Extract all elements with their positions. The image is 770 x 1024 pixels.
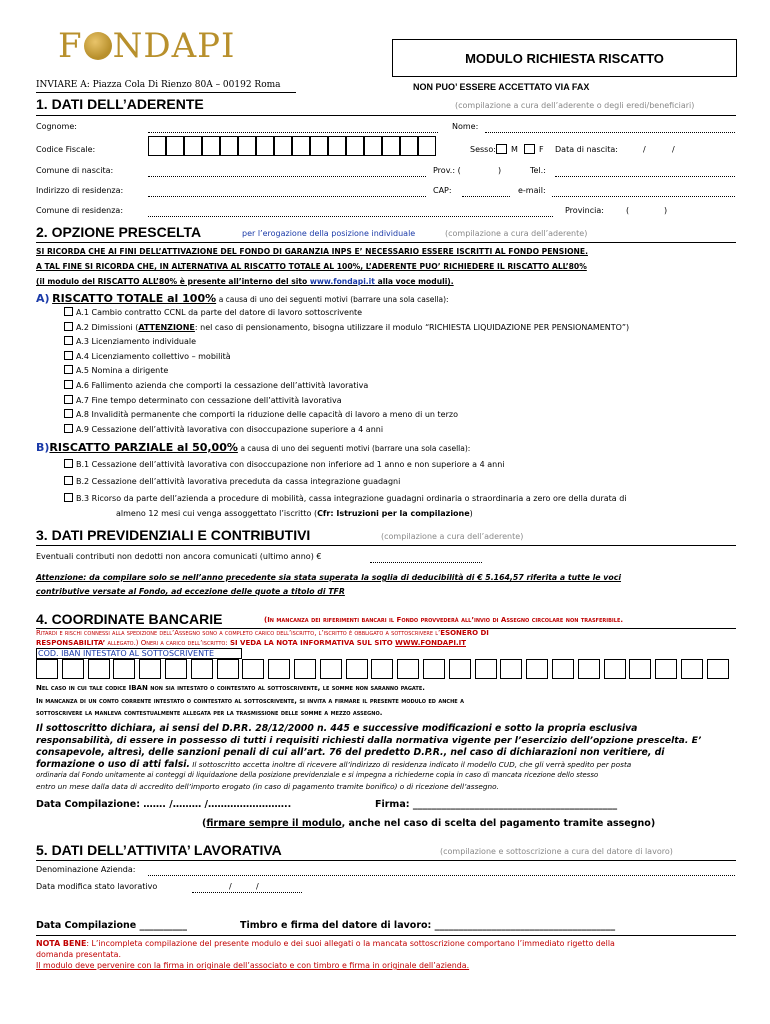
iban-char-box[interactable] bbox=[346, 659, 368, 679]
inps-notice: (il modulo del RISCATTO ALL’80% è presente all’interno del sito www.fondapi.it alla voce moduli). bbox=[36, 277, 454, 286]
cf-char-box[interactable] bbox=[346, 136, 364, 156]
date-sep: / bbox=[256, 882, 259, 891]
section-divider bbox=[36, 242, 736, 243]
employer-signature[interactable]: Timbro e firma del datore di lavoro: ______________________________________ bbox=[240, 920, 616, 931]
option-bold: ATTENZIONE bbox=[138, 322, 195, 332]
option-code: B.1 bbox=[76, 460, 90, 469]
option-a-header: A) RISCATTO TOTALE al 100% a causa di uno dei seguenti motivi (barrare una sola casella): bbox=[36, 292, 449, 305]
prov-label: Prov.: ( bbox=[433, 166, 461, 175]
divider bbox=[36, 92, 296, 93]
checkbox[interactable] bbox=[64, 322, 73, 331]
checkbox[interactable] bbox=[64, 493, 73, 502]
declaration: Il sottoscritto dichiara, ai sensi del D.P.R. 28/12/2000 n. 445 e successive modificazioni e sotto la propria esclusiva bbox=[36, 723, 638, 734]
sesso-label: Sesso: bbox=[470, 145, 496, 154]
checkbox[interactable] bbox=[64, 351, 73, 360]
cf-char-box[interactable] bbox=[220, 136, 238, 156]
cap-field[interactable] bbox=[462, 196, 510, 197]
option-text: Fine tempo determinato con cessazione dell’attività lavorativa bbox=[91, 395, 342, 405]
iban-char-box[interactable] bbox=[629, 659, 651, 679]
option-text: Cessazione dell’attività lavorativa preceduta da cassa integrazione guadagni bbox=[91, 476, 401, 486]
option-rest: : nel caso di pensionamento, bisogna utilizzare il modulo “RICHIESTA LIQUIDAZIONE PER PENSIONAMENTO”) bbox=[194, 322, 630, 332]
iban-char-box[interactable] bbox=[320, 659, 342, 679]
data-modifica-label: Data modifica stato lavorativo bbox=[36, 882, 158, 891]
option-code: A.1 bbox=[76, 308, 89, 317]
sex-f-label: F bbox=[539, 145, 544, 154]
iban-char-box[interactable] bbox=[397, 659, 419, 679]
nota-bene: NOTA BENE: L’incompleta compilazione del presente modulo e dei suoi allegati o la mancata sottoscrizione comportano l’immediato rigetto della bbox=[36, 939, 615, 948]
section-divider bbox=[36, 935, 736, 936]
iban-char-box[interactable] bbox=[62, 659, 84, 679]
option-text: Cessazione dell’attività lavorativa con disoccupazione superiore a 4 anni bbox=[91, 424, 384, 434]
section-divider bbox=[36, 115, 736, 116]
declaration: consapevole, altresì, delle sanzioni penali di cui all’art. 76 del predetto D.P.R., nel caso di dichiarazioni non veritiere, di bbox=[36, 747, 665, 758]
iban-char-box[interactable] bbox=[552, 659, 574, 679]
iban-char-box[interactable] bbox=[681, 659, 703, 679]
cf-char-box[interactable] bbox=[364, 136, 382, 156]
attention-line: contributive versate al Fondo, ad eccezione delle quote a titolo di TFR bbox=[36, 587, 345, 596]
section1-note: (compilazione a cura dell’aderente o degli eredi/beneficiari) bbox=[455, 101, 695, 110]
fondapi-link[interactable]: www.fondapi.it bbox=[309, 277, 375, 286]
sex-m-label: M bbox=[511, 145, 518, 154]
bank-note: RESPONSABILITA’ allegato.) Oneri a carico dell’iscritto: SI VEDA LA NOTA INFORMATIVA SUL SITO WWW.FONDAPI.IT bbox=[36, 639, 466, 647]
cf-char-box[interactable] bbox=[310, 136, 328, 156]
iban-char-box[interactable] bbox=[268, 659, 290, 679]
checkbox[interactable] bbox=[64, 307, 73, 316]
nota-bene: domanda presentata. bbox=[36, 950, 121, 959]
option-text: Ricorso da parte dell’azienda a procedure di mobilità, cassa integrazione guadagni ordinaria o straordinaria a zero ore della durata di bbox=[91, 494, 627, 503]
iban-note: sottoscrivere la manleva contestualmente allegata per la trasmissione delle somme a mezzo assegno. bbox=[36, 709, 383, 717]
option-b-header: B)RISCATTO PARZIALE al 50,00% a causa di uno dei seguenti motivi (barrare una sola casella): bbox=[36, 441, 471, 454]
indirizzo-field[interactable] bbox=[148, 196, 426, 197]
checkbox[interactable] bbox=[64, 476, 73, 485]
cf-char-box[interactable] bbox=[382, 136, 400, 156]
nome-label: Nome: bbox=[452, 122, 479, 131]
form-title: MODULO RICHIESTA RISCATTO bbox=[392, 39, 737, 77]
iban-char-box[interactable] bbox=[113, 659, 135, 679]
cf-char-box[interactable] bbox=[292, 136, 310, 156]
section4-title: 4. COORDINATE BANCARIE bbox=[36, 611, 223, 627]
iban-char-box[interactable] bbox=[165, 659, 187, 679]
section-divider bbox=[36, 860, 736, 861]
dob-sep: / bbox=[643, 145, 646, 154]
inps-notice: A TAL FINE SI RICORDA CHE, IN ALTERNATIVA AL RISCATTO TOTALE AL 100%, L’ADERENTE PUO’ RICHIEDERE IL RISCATTO ALL’80% bbox=[36, 262, 587, 271]
employer-data-compilazione[interactable]: Data Compilazione __________ bbox=[36, 920, 188, 931]
checkbox[interactable] bbox=[64, 336, 73, 345]
cognome-field[interactable] bbox=[148, 132, 438, 133]
section5-note: (compilazione e sottoscrizione a cura del datore di lavoro) bbox=[440, 847, 673, 856]
a-option-3[interactable] bbox=[64, 336, 196, 346]
iban-note: In mancanza di un conto corrente intestato o cointestato al sottoscrivente, si invita a firmare il presente modulo ed anche a bbox=[36, 697, 465, 705]
bank-note: (In mancanza dei riferimenti bancari il Fondo provvederà all’invio di Assegno circolare non trasferibile. bbox=[264, 616, 624, 624]
cf-char-box[interactable] bbox=[274, 136, 292, 156]
option-code: A.2 bbox=[76, 322, 89, 332]
cf-char-box[interactable] bbox=[256, 136, 274, 156]
option-code: A.6 bbox=[76, 381, 89, 390]
checkbox[interactable] bbox=[64, 395, 73, 404]
iban-char-box[interactable] bbox=[36, 659, 58, 679]
declaration: ordinaria dal Fondo unitamente ai conteggi di liquidazione della posizione previdenziale e si impegna a richiederne copia in caso di mancata ricezione dello stesso bbox=[36, 771, 599, 779]
cf-char-box[interactable] bbox=[184, 136, 202, 156]
option-code: A.4 bbox=[76, 351, 89, 361]
sex-m-checkbox[interactable] bbox=[496, 144, 507, 154]
section5-title: 5. DATI DELL’ATTIVITA’ LAVORATIVA bbox=[36, 842, 282, 858]
comune-res-field[interactable] bbox=[148, 216, 553, 217]
attention-line: Attenzione: da compilare solo se nell’anno precedente sia stata superata la soglia di deducibilità di € 5.164,57 riferita a tutte le voci bbox=[36, 573, 622, 582]
iban-note: Nel caso in cui tale codice IBAN non sia intestato o cointestato al sottoscrivente, le somme non saranno pagate. bbox=[36, 684, 425, 692]
option-code: A.8 bbox=[76, 410, 89, 420]
iban-char-box[interactable] bbox=[449, 659, 471, 679]
iban-char-box[interactable] bbox=[423, 659, 445, 679]
a-option-7[interactable] bbox=[64, 395, 342, 405]
iban-char-box[interactable] bbox=[139, 659, 161, 679]
option-code: A.9 bbox=[76, 424, 89, 434]
a-option-2[interactable] bbox=[64, 322, 629, 332]
cf-char-box[interactable] bbox=[238, 136, 256, 156]
indirizzo-label: Indirizzo di residenza: bbox=[36, 186, 124, 195]
section2-note: (compilazione a cura dell’aderente) bbox=[445, 229, 588, 238]
a-option-4[interactable] bbox=[64, 351, 231, 361]
option-text: Fallimento azienda che comporti la cessazione dell’attività lavorativa bbox=[91, 381, 369, 390]
iban-char-box[interactable] bbox=[655, 659, 677, 679]
fondapi-site-link[interactable]: WWW.FONDAPI.IT bbox=[395, 639, 466, 647]
section2-subtitle: per l’erogazione della posizione individuale bbox=[242, 229, 416, 238]
contributi-label: Eventuali contributi non dedotti non ancora comunicati (ultimo anno) € bbox=[36, 552, 322, 561]
denominazione-field[interactable] bbox=[148, 875, 735, 876]
firma-field[interactable]: Firma: ___________________________________________ bbox=[375, 799, 618, 810]
cf-char-box[interactable] bbox=[166, 136, 184, 156]
comune-nascita-label: Comune di nascita: bbox=[36, 166, 114, 175]
sex-f-checkbox[interactable] bbox=[524, 144, 535, 154]
declaration: formazione o uso di atti falsi. Il sottoscritto accetta inoltre di ricevere all’indirizzo di residenza indicato il modello CUD, che gli verrà spedito per posta bbox=[36, 759, 632, 770]
cf-char-box[interactable] bbox=[148, 136, 166, 156]
iban-char-box[interactable] bbox=[371, 659, 393, 679]
option-text: Cessazione dell’attività lavorativa con disoccupazione non inferiore ad 1 anno e non superiore a 4 anni bbox=[91, 460, 505, 469]
option-text: Dimissioni ( bbox=[91, 322, 139, 332]
b-option-3[interactable] bbox=[64, 493, 627, 503]
iban-char-box[interactable] bbox=[191, 659, 213, 679]
provincia-open: ( bbox=[626, 206, 630, 215]
date-sep: / bbox=[229, 882, 232, 891]
cognome-label: Cognome: bbox=[36, 122, 77, 131]
section-divider bbox=[36, 545, 736, 546]
tel-field[interactable] bbox=[555, 176, 735, 177]
b-option-1[interactable] bbox=[64, 459, 505, 469]
cap-label: CAP: bbox=[433, 186, 452, 195]
nota-bene: Il modulo deve pervenire con la firma in originale dell’associato e con timbro e firma in originale dell’azienda. bbox=[36, 961, 470, 970]
dob-label: Data di nascita: bbox=[555, 145, 618, 154]
option-text: Invalidità permanente che comporti la riduzione delle capacità di lavoro a meno di un terzo bbox=[91, 410, 458, 420]
option-text: Cambio contratto CCNL da parte del datore di lavoro sottoscrivente bbox=[91, 308, 363, 317]
iban-char-box[interactable] bbox=[88, 659, 110, 679]
b3-continuation: almeno 12 mesi cui venga assoggettato l’iscritto (Cfr: Istruzioni per la compilazione) bbox=[116, 509, 473, 518]
iban-char-box[interactable] bbox=[500, 659, 522, 679]
data-compilazione[interactable]: Data Compilazione: ……. /……… /…………………….. bbox=[36, 799, 292, 810]
provincia-close: ) bbox=[664, 206, 668, 215]
a-option-5[interactable] bbox=[64, 365, 168, 375]
provincia-label: Provincia: bbox=[565, 206, 604, 215]
option-code: B.2 bbox=[76, 476, 90, 486]
a-option-1[interactable] bbox=[64, 307, 362, 317]
iban-char-box[interactable] bbox=[526, 659, 548, 679]
declaration: responsabilità, di essere in possesso di tutti i requisiti richiesti dalla normativa vigente per l’esercizio dell’opzione prescelta. E’ bbox=[36, 735, 702, 746]
cf-char-box[interactable] bbox=[328, 136, 346, 156]
firmare-note: (firmare sempre il modulo, anche nel caso di scelta del pagamento tramite assegno) bbox=[202, 818, 656, 829]
comune-nascita-field[interactable] bbox=[148, 176, 426, 177]
cf-char-box[interactable] bbox=[400, 136, 418, 156]
iban-char-box[interactable] bbox=[707, 659, 729, 679]
section3-title: 3. DATI PREVIDENZIALI E CONTRIBUTIVI bbox=[36, 527, 311, 543]
checkbox[interactable] bbox=[64, 409, 73, 418]
email-field[interactable] bbox=[552, 196, 735, 197]
data-modifica-field[interactable] bbox=[192, 892, 302, 893]
comune-res-label: Comune di residenza: bbox=[36, 206, 124, 215]
checkbox[interactable] bbox=[64, 424, 73, 433]
option-code: A.7 bbox=[76, 395, 89, 405]
b-option-2[interactable] bbox=[64, 476, 400, 486]
checkbox[interactable] bbox=[64, 459, 73, 468]
option-text: Nomina a dirigente bbox=[91, 366, 169, 376]
iban-char-box[interactable] bbox=[475, 659, 497, 679]
no-fax-notice: NON PUO’ ESSERE ACCETTATO VIA FAX bbox=[413, 82, 590, 92]
tel-label: Tel.: bbox=[530, 166, 546, 175]
cf-label: Codice Fiscale: bbox=[36, 145, 96, 154]
option-text: Licenziamento individuale bbox=[91, 337, 197, 347]
iban-char-box[interactable] bbox=[217, 659, 239, 679]
cf-char-box[interactable] bbox=[202, 136, 220, 156]
email-label: e-mail: bbox=[518, 186, 546, 195]
option-code: A.3 bbox=[76, 337, 89, 347]
option-code: B.3 bbox=[76, 494, 90, 503]
checkbox[interactable] bbox=[64, 365, 73, 374]
dob-sep: / bbox=[672, 145, 675, 154]
iban-char-box[interactable] bbox=[578, 659, 600, 679]
bank-note: Ritardi e rischi connessi alla spedizione dell’Assegno sono a completo carico dell’iscritto, l’iscritto è obbligato a sottoscrivere l’ESONERO DI bbox=[36, 629, 489, 637]
inps-notice: SI RICORDA CHE AI FINI DELL’ATTIVAZIONE DEL FONDO DI GARANZIA INPS E’ NECESSARIO ESSERE ISCRITTI AL FONDO PENSIONE. bbox=[36, 247, 588, 256]
checkbox[interactable] bbox=[64, 380, 73, 389]
a-option-9[interactable] bbox=[64, 424, 383, 434]
iban-char-box[interactable] bbox=[294, 659, 316, 679]
send-to-address: INVIARE A: Piazza Cola Di Rienzo 80A – 00192 Roma bbox=[36, 80, 281, 90]
logo-globe-icon bbox=[84, 32, 112, 60]
section1-title: 1. DATI DELL’ADERENTE bbox=[36, 96, 204, 112]
section3-note: (compilazione a cura dell’aderente) bbox=[381, 532, 524, 541]
iban-char-box[interactable] bbox=[242, 659, 264, 679]
declaration: entro un mese dalla data di accredito dell’importo erogato (in caso di pagamento tramite bonifico) o di ricezione dell’assegno. bbox=[36, 782, 499, 791]
cf-char-box[interactable] bbox=[418, 136, 436, 156]
contributi-field[interactable] bbox=[370, 562, 482, 563]
nome-field[interactable] bbox=[485, 132, 735, 133]
iban-label: COD. IBAN INTESTATO AL SOTTOSCRIVENTE bbox=[36, 648, 242, 659]
option-code: A.5 bbox=[76, 366, 89, 376]
denominazione-label: Denominazione Azienda: bbox=[36, 865, 136, 874]
fondapi-logo: F NDAPI bbox=[58, 26, 236, 66]
iban-char-box[interactable] bbox=[604, 659, 626, 679]
a-option-6[interactable] bbox=[64, 380, 368, 390]
option-text: Licenziamento collettivo – mobilità bbox=[91, 351, 231, 361]
a-option-8[interactable] bbox=[64, 409, 458, 419]
section2-title: 2. OPZIONE PRESCELTA bbox=[36, 224, 202, 240]
prov-close: ) bbox=[498, 166, 502, 175]
